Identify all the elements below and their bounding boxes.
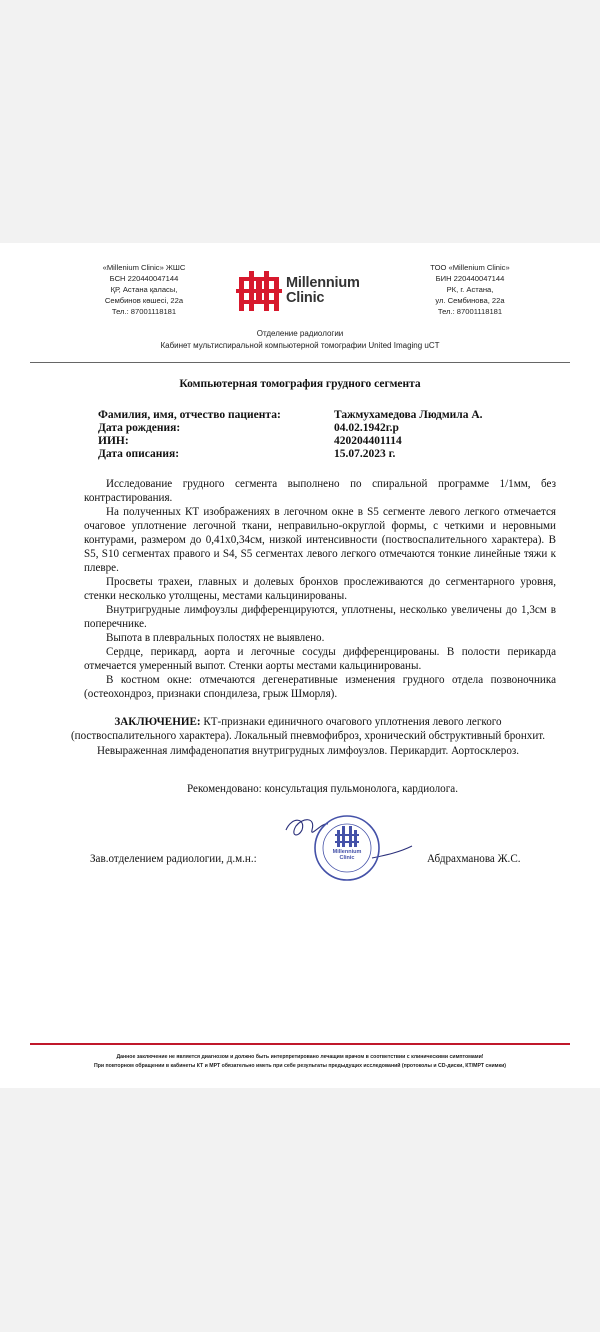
findings-paragraph: На полученных КТ изображениях в легочном окне в S5 сегменте левого легкого отмечается очаговое уплотнение легочной ткани, неправильно-округлой формы, с четкими и неровными контурами, размером до 0,41х0,34см, низкой интенсивности (поствоспалительного характера). В S5, S10 сегментах правого и S4, S5 сегментах левого легкого отмечаются тонкие линейные тяжи к плевре.	[84, 506, 556, 574]
clinic-info-line: ул. Сембинова, 22а	[435, 296, 505, 305]
document-page	[0, 243, 600, 1088]
clinic-info-line: Тел.: 87001118181	[437, 307, 503, 316]
findings-paragraph: Выпота в плевральных полостях не выявлено.	[106, 632, 325, 644]
iin-value: 420204401114	[334, 435, 402, 447]
findings-paragraph: Сердце, перикард, аорта и легочные сосуды дифференцированы. В полости перикарда отмечается умеренный выпот. Стенки аорты местами кальцинированы.	[84, 646, 556, 672]
clinic-info-line: Сембинов көшесі, 22а	[104, 296, 184, 305]
logo-word-2: Clinic	[286, 290, 325, 306]
signature-stamp	[272, 808, 422, 888]
clinic-info-line: ҚР, Астана қаласы,	[110, 285, 178, 294]
footer-disclaimer: Данное заключение не является диагнозом и должно быть интерпретировано лечащим врачом в соответствии с клиническими симптомами!	[116, 1054, 484, 1060]
recommendation: Рекомендовано: консультация пульмонолога, кардиолога.	[187, 783, 458, 795]
findings-paragraph: Просветы трахеи, главных и долевых бронхов прослеживаются до сегментарного уровня, стенки несколько утолщены, местами кальцинированы.	[84, 576, 556, 602]
clinic-info-line: «Millenium Clinic» ЖШС	[102, 263, 186, 272]
clinic-info-line: ТОО «Millenium Clinic»	[430, 263, 510, 272]
clinic-info-line: Тел.: 87001118181	[111, 307, 177, 316]
signer-title: Зав.отделением радиологии, д.м.н.:	[90, 853, 257, 865]
dob-value: 04.02.1942г.р	[334, 422, 399, 434]
description-date-label: Дата описания:	[98, 448, 180, 460]
clinic-info-line: БИН 220440047144	[435, 274, 505, 283]
signature-scribble-icon	[272, 808, 422, 888]
patient-name: Тажмухамедова Людмила А.	[334, 409, 483, 421]
clinic-info-line: БСН 220440047144	[109, 274, 179, 283]
signer-name: Абдрахманова Ж.С.	[427, 853, 521, 865]
findings-paragraph: Внутригрудные лимфоузлы дифференцируются, уплотнены, несколько увеличены до 1,3см в поперечнике.	[84, 604, 556, 630]
department-name: Отделение радиологии	[256, 329, 344, 338]
clinic-logo	[236, 269, 368, 315]
findings-body	[84, 477, 556, 701]
findings-paragraph: В костном окне: отмечаются дегенеративные изменения грудного отдела позвоночника (остеохондроз, признаки спондилеза, грыж Шморля).	[84, 674, 556, 700]
clinic-info-line: РК, г. Астана,	[446, 285, 494, 294]
header-divider	[30, 362, 570, 363]
logo-wordmark	[286, 276, 360, 306]
footer-note: При повторном обращении в кабинеты КТ и МРТ обязательно иметь при себе результаты предыдущих исследований (протоколы и CD-диски, КТ/МРТ снимки)	[93, 1063, 507, 1069]
dob-label: Дата рождения:	[98, 422, 181, 434]
conclusion	[68, 715, 548, 758]
cabinet-name: Кабинет мультиспиральной компьютерной томографии United Imaging uCT	[160, 341, 440, 350]
clinic-info-russian	[405, 262, 535, 317]
millennium-logo-icon	[236, 269, 282, 315]
logo-word-1: Millennium	[286, 275, 360, 291]
findings-paragraph: Исследование грудного сегмента выполнено по спиральной программе 1/1мм, без контрастирования.	[84, 478, 556, 504]
patient-label: Фамилия, имя, отчество пациента:	[98, 409, 281, 421]
document-title: Компьютерная томография грудного сегмента	[179, 378, 421, 390]
stamp-text-line2: Clinic	[339, 855, 355, 861]
stamp-text-line1: Millennium	[332, 849, 362, 855]
clinic-info-kazakh	[78, 262, 210, 317]
conclusion-label: ЗАКЛЮЧЕНИЕ:	[114, 716, 201, 728]
footer-divider	[30, 1043, 570, 1045]
iin-label: ИИН:	[98, 435, 129, 447]
conclusion-text: КТ-признаки единичного очагового уплотнения левого легкого (поствоспалительного характера). Локальный пневмофиброз, хронический обструктивный бронхит. Невыраженная лимфаденопатия внутригрудных лимфоузлов. Перикардит. Аортосклероз.	[70, 716, 546, 757]
description-date-value: 15.07.2023 г.	[334, 448, 396, 460]
